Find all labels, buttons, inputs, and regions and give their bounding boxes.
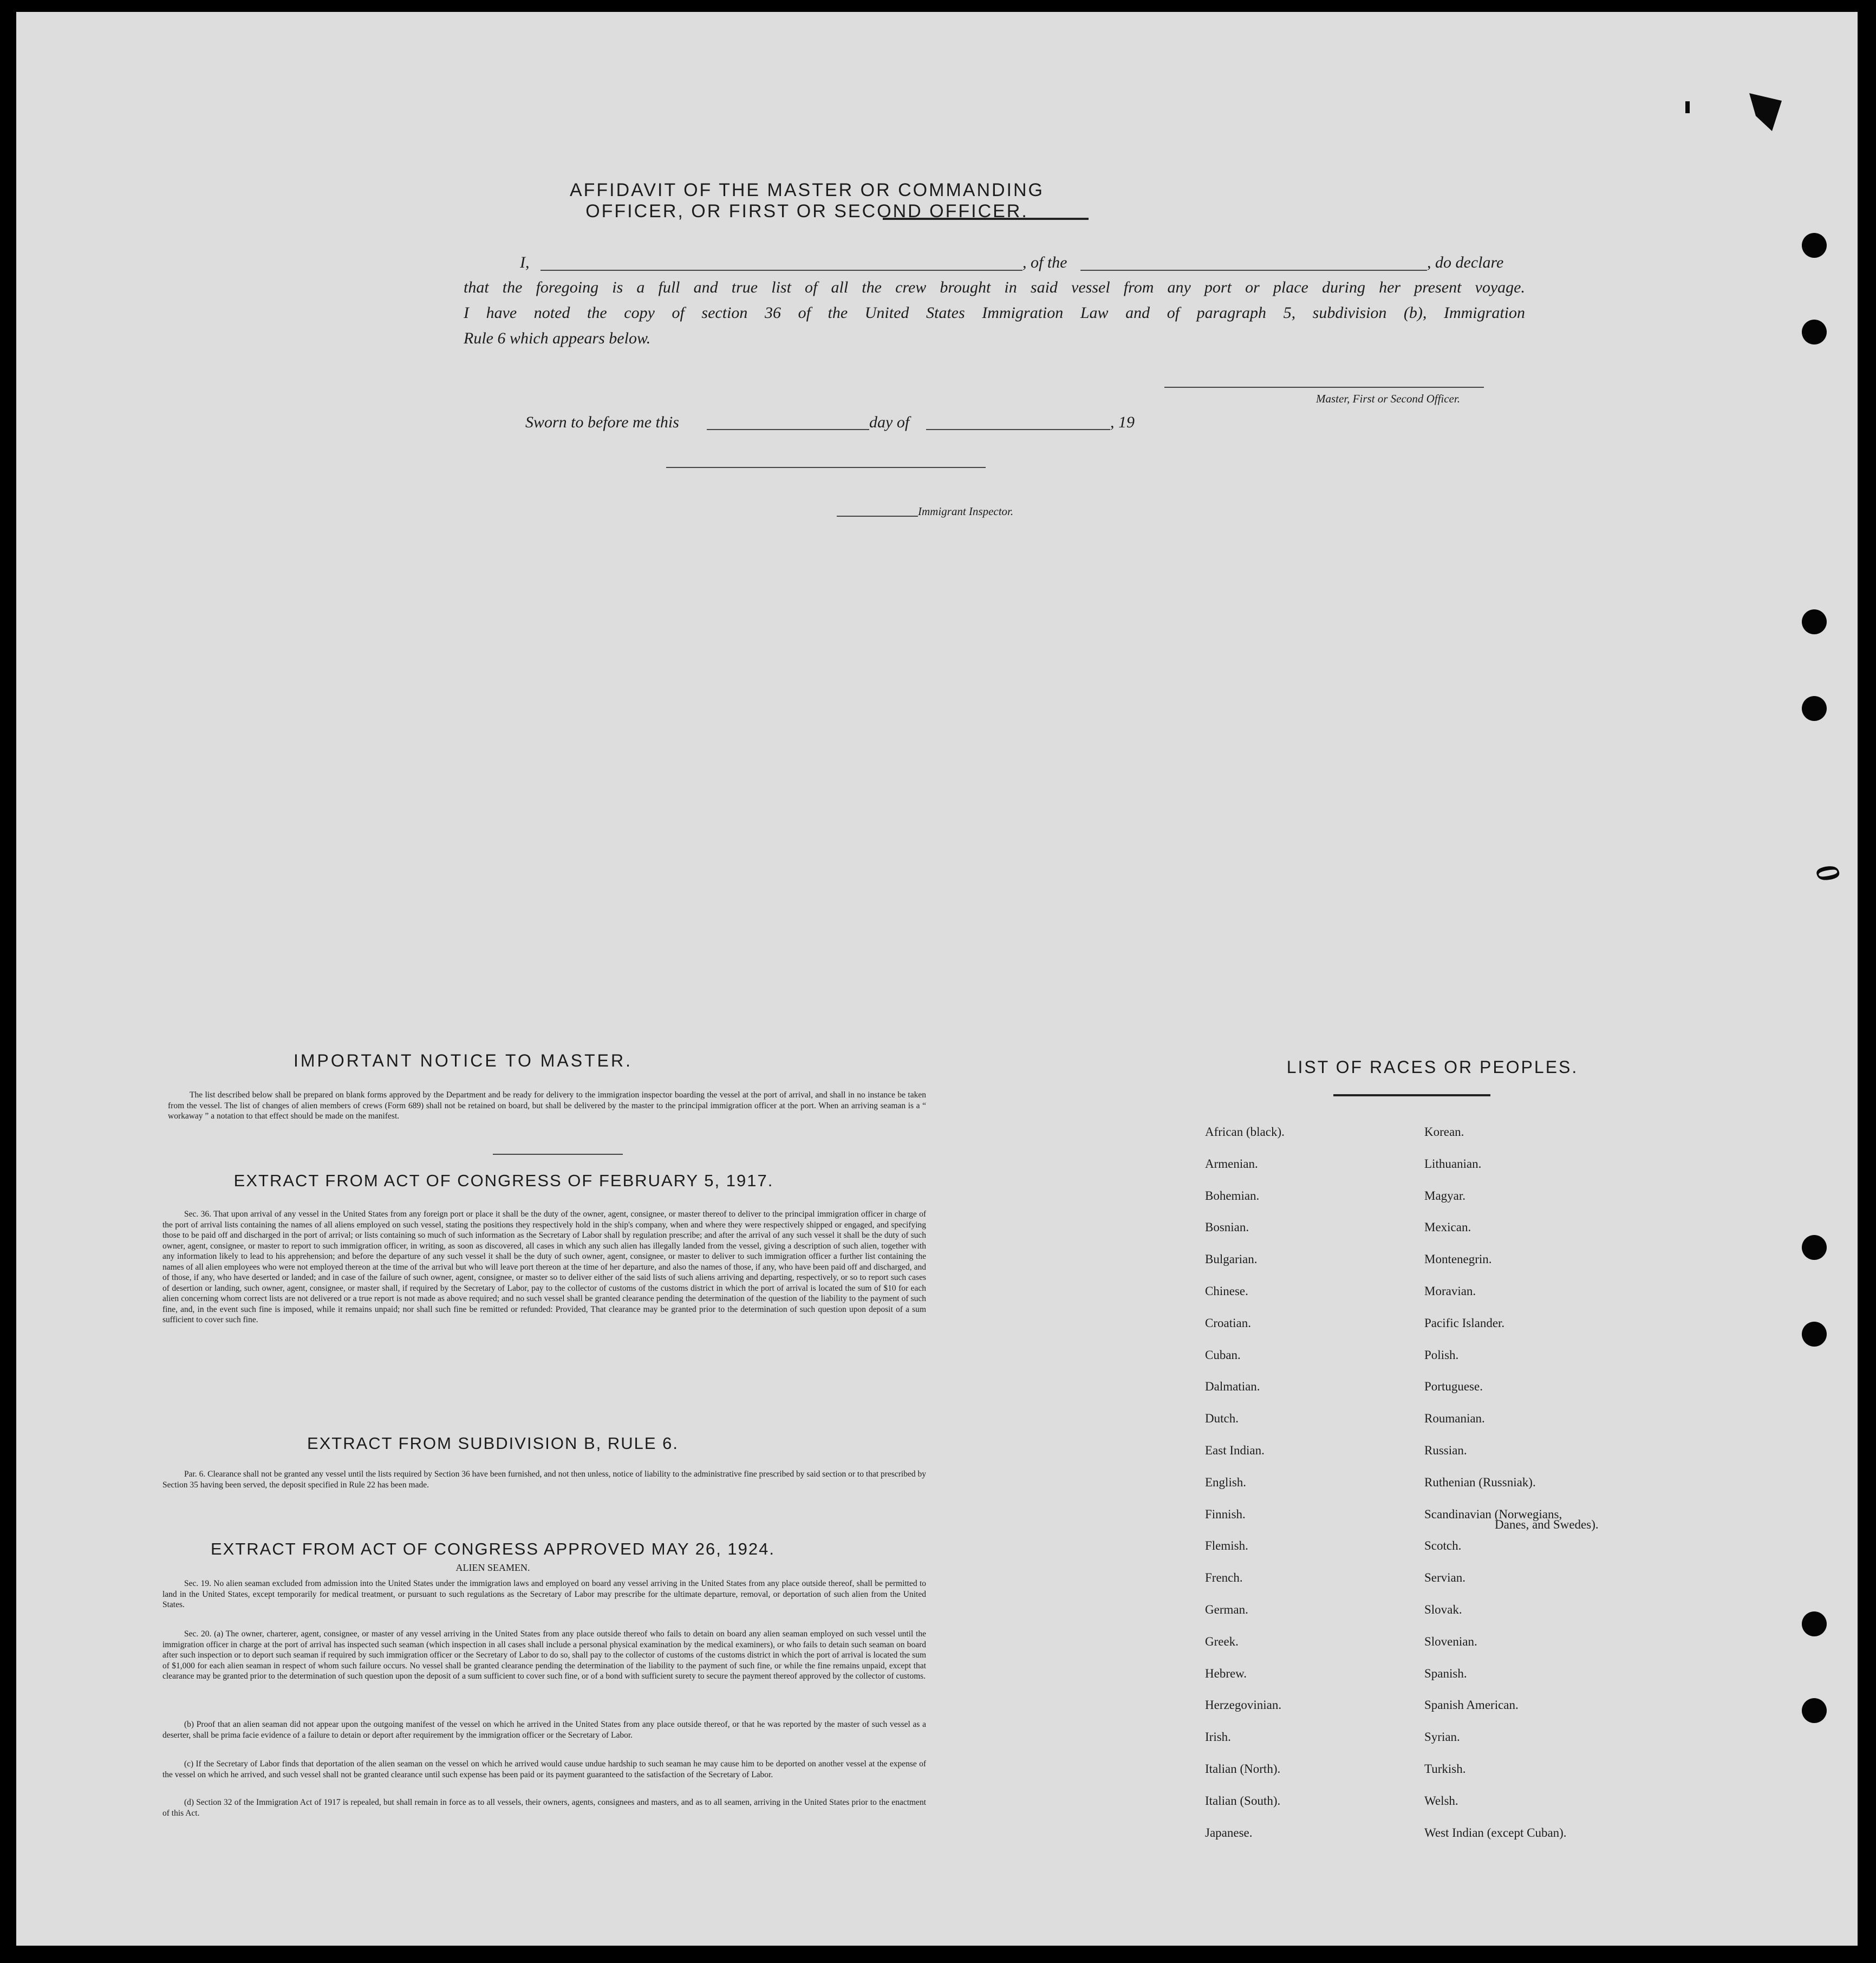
extract2-text: Par. 6. Clearance shall not be granted any vessel until the lists required by Section 36 have been furnished, and not then unless, notice of liability to the administrative fine prescribed by said section or to that prescribed by Section 35 having been served, the deposit specified in Rule 22 has been made. — [162, 1470, 926, 1490]
race-right-item: Turkish. — [1424, 1762, 1466, 1776]
handwritten-mark: 0 — [1808, 859, 1848, 887]
race-left-item: Herzegovinian. — [1205, 1698, 1282, 1712]
race-right-item: Montenegrin. — [1424, 1252, 1492, 1266]
sec20b-text: (b) Proof that an alien seaman did not appear upon the outgoing manifest of the vessel on which he arrived in the United States from any place outside thereof, or that he was reported by the master of such vessel as a deserter, shall be prima facie evidence of a failure to detain or deport after requirement by the immigration officer or the Secretary of Labor. — [162, 1720, 926, 1740]
race-left-item: Bosnian. — [1205, 1220, 1249, 1234]
extract1-title: EXTRACT FROM ACT OF CONGRESS OF FEBRUARY 5, 1917. — [233, 1171, 774, 1190]
race-left-item: English. — [1205, 1476, 1247, 1489]
binder-hole — [1802, 1698, 1827, 1723]
master-signature-line — [1164, 387, 1484, 388]
extract3-subtitle: ALIEN SEAMEN. — [455, 1562, 530, 1573]
race-right-item: Roumanian. — [1424, 1412, 1485, 1425]
notice-divider — [493, 1154, 623, 1155]
sec20a-text: Sec. 20. (a) The owner, charterer, agent, consignee, or master of any vessel arriving in the United States from any place outside thereof who fails to detain on board any alien seaman employed on such vessel until the immigration officer in charge at the port of arrival has inspected such seaman (which inspection in all cases shall include a personal physical examination by the medical examiners), or who fails to detain such seaman on board after such inspection or to deport such seaman if required by such immigration officer or the Secretary of Labor to do so, shall pay to the collector of customs of the customs district in which the port of arrival is located the sum of $1,000 for each alien seaman in respect of whom such failure occurs. No vessel shall be granted clearance pending the determination of the liability to the payment of such fine, or while the fine remains unpaid, except that clearance may be granted prior to the determination of such question upon the deposit of a sum sufficient to cover such fine, or of a bond with sufficient surety to secure the payment thereof approved by the collector of customs. — [162, 1629, 926, 1681]
corner-tear-mark — [1749, 93, 1782, 131]
affidavit-line1-of-the: , of the — [1022, 253, 1067, 271]
document-page — [16, 12, 1858, 1946]
sec19-text: Sec. 19. No alien seaman excluded from admission into the United States under the immigration laws and employed on board any vessel arriving in the United States from any place outside thereof, shall be permitted to land in the United States, except temporarily for medical treatment, or pursuant to such regulations as the Secretary of Labor may prescribe for the ultimate departure, removal, or deportation of such alien from the United States. — [162, 1579, 926, 1609]
race-right-item: Mexican. — [1424, 1220, 1471, 1234]
race-left-item: Dalmatian. — [1205, 1380, 1260, 1393]
race-left-item: Croatian. — [1205, 1316, 1251, 1330]
race-right-item: Moravian. — [1424, 1284, 1476, 1298]
race-right-item: Slovenian. — [1424, 1635, 1477, 1648]
affidavit-line4: Rule 6 which appears below. — [464, 329, 651, 347]
affidavit-line2: that the foregoing is a full and true list of all the crew brought in said vessel from any port or place during her present voyage. — [464, 278, 1525, 296]
race-left-item: Armenian. — [1205, 1157, 1258, 1171]
race-right-item: Scandinavian (Norwegians, — [1424, 1507, 1562, 1521]
races-title: LIST OF RACES OR PEOPLES. — [1286, 1057, 1579, 1077]
inspector-blank — [837, 516, 918, 517]
race-left-item: Irish. — [1205, 1730, 1231, 1744]
race-left-item: Italian (South). — [1205, 1794, 1281, 1808]
race-left-item: Finnish. — [1205, 1507, 1246, 1521]
race-right-item: Slovak. — [1424, 1603, 1462, 1616]
binder-hole — [1802, 233, 1827, 258]
sec20d-text: (d) Section 32 of the Immigration Act of 1917 is repealed, but shall remain in force as to all vessels, their owners, agents, consignees and masters, and as to all seamen, arriving in the United States prior to the enactment of this Act. — [162, 1798, 926, 1818]
sec20c-text: (c) If the Secretary of Labor finds that deportation of the alien seaman on the vessel on which he arrived would cause undue hardship to such seaman he may cause him to be deported on another vessel at the expense of the vessel on which he arrived, and such vessel shall not be granted clearance until such expense has been paid or its payment guaranteed to the satisfaction of the Secretary of Labor. — [162, 1759, 926, 1779]
notice-intro: The list described below shall be prepared on blank forms approved by the Department and be ready for delivery to the immigration inspector boarding the vessel at the port of arrival, and shall in no instance be taken from the vessel. The list of changes of alien members of crews (Form 689) shall not be retained on board, but shall be delivered by the master to the principal immigration officer at the port. When an arriving seaman is a “ workaway ” a notation to that effect should be made on the manifest. — [168, 1090, 926, 1121]
race-right-item: Korean. — [1424, 1125, 1464, 1139]
binder-hole — [1802, 320, 1827, 344]
binder-hole — [1802, 1611, 1827, 1636]
extract1-text: Sec. 36. That upon arrival of any vessel in the United States from any foreign port or place it shall be the duty of the owner, agent, consignee, or master thereof to deliver to the principal immigration officer in charge of the port of arrival lists containing the names of all aliens employed on such vessel, stating the positions they respectively hold in the ship's company, when and where they were respectively shipped or engaged, and specifying those to be paid off and discharged in the port of arrival; or lists containing so much of such information as the Secretary of Labor shall by regulation prescribe; and after the arrival of any such vessel it shall be the duty of such owner, agent, consignee, or master to report to such immigration officer, in writing, as soon as discovered, all cases in which any such alien has illegally landed from the vessel, giving a description of such alien, together with any information likely to lead to his apprehension; and before the departure of any such vessel it shall be the duty of such owner, agent, consignee, or master to deliver to such immigration officer a further list containing the names of all alien employees who were not employed thereon at the time of the arrival but who will leave port thereon at the time of her departure, and also the names of those, if any, who have been paid off and discharged, and of those, if any, who have deserted or landed; and in case of the failure of such owner, agent, consignee, or master so to deliver either of the said lists of such aliens arriving and departing, respectively, or so to report such cases of desertion or landing, such owner, agent, consignee, or master shall, if required by the Secretary of Labor, pay to the collector of customs of the customs district in which the port of arrival is located the sum of $10 for each alien concerning whom correct lists are not delivered or a true report is not made as above required; and no such vessel shall be granted clearance pending the determination of the question of the liability to the payment of such fine, and, in the event such fine is imposed, while it remains unpaid; nor shall such fine be remitted or refunded: Provided, That clearance may be granted prior to the determination of such question upon deposit of a sum sufficient to cover such fine. — [162, 1210, 926, 1324]
master-label: Master, First or Second Officer. — [1316, 392, 1460, 405]
vessel-blank — [1080, 270, 1427, 271]
inspector-signature-line — [666, 467, 986, 468]
race-right-item: Syrian. — [1424, 1730, 1460, 1744]
race-left-item: Dutch. — [1205, 1412, 1239, 1425]
race-right-item: Scotch. — [1424, 1539, 1462, 1552]
race-left-item: Japanese. — [1205, 1826, 1253, 1839]
name-blank — [540, 270, 1022, 271]
race-right-item: Spanish American. — [1424, 1698, 1519, 1712]
sworn-prefix: Sworn to before me this — [525, 413, 679, 431]
affidavit-line1-i: I, — [520, 253, 530, 271]
notice-title: IMPORTANT NOTICE TO MASTER. — [294, 1051, 633, 1070]
extract3-title: EXTRACT FROM ACT OF CONGRESS APPROVED MAY 26, 1924. — [210, 1539, 776, 1558]
extract2-title: EXTRACT FROM SUBDIVISION B, RULE 6. — [307, 1434, 679, 1453]
race-right-item: Russian. — [1424, 1444, 1467, 1457]
race-right-item: Spanish. — [1424, 1667, 1467, 1680]
race-left-item: Bulgarian. — [1205, 1252, 1258, 1266]
sworn-day: day of — [869, 413, 910, 431]
race-right-item: Ruthenian (Russniak). — [1424, 1476, 1536, 1489]
race-right-item: Servian. — [1424, 1571, 1466, 1584]
race-left-item: Flemish. — [1205, 1539, 1248, 1552]
race-right-item: Magyar. — [1424, 1189, 1466, 1202]
ink-speck — [1685, 101, 1690, 113]
race-scandinavian-continued: Danes, and Swedes). — [1495, 1518, 1599, 1531]
race-left-item: Chinese. — [1205, 1284, 1248, 1298]
race-right-item: Lithuanian. — [1424, 1157, 1482, 1171]
sworn-day-blank — [707, 429, 869, 430]
race-right-item: Portuguese. — [1424, 1380, 1483, 1393]
binder-hole — [1802, 609, 1827, 634]
inspector-label: Immigrant Inspector. — [918, 505, 1014, 518]
race-left-item: Greek. — [1205, 1635, 1239, 1648]
race-right-item: Welsh. — [1424, 1794, 1458, 1808]
affidavit-line3: I have noted the copy of section 36 of the United States Immigration Law and of paragraph 5, subdivision (b), Immigration — [464, 304, 1525, 322]
affidavit-line1-declare: , do declare — [1427, 253, 1504, 271]
race-left-item: East Indian. — [1205, 1444, 1265, 1457]
race-left-item: Bohemian. — [1205, 1189, 1260, 1202]
race-right-item: Pacific Islander. — [1424, 1316, 1505, 1330]
binder-hole — [1802, 696, 1827, 721]
race-left-item: Italian (North). — [1205, 1762, 1281, 1776]
race-left-item: Hebrew. — [1205, 1667, 1247, 1680]
race-left-item: Cuban. — [1205, 1348, 1241, 1362]
race-right-item: Polish. — [1424, 1348, 1459, 1362]
races-underline — [1333, 1094, 1490, 1096]
binder-hole — [1802, 1235, 1827, 1260]
race-right-item: West Indian (except Cuban). — [1424, 1826, 1567, 1839]
affidavit-title: AFFIDAVIT OF THE MASTER OR COMMANDING OFFICER, OR FIRST OR SECOND OFFICER. — [569, 180, 1045, 222]
race-left-item: German. — [1205, 1603, 1248, 1616]
title-underline — [883, 218, 1089, 220]
sworn-month-blank — [926, 429, 1110, 430]
sworn-year: , 19 — [1110, 413, 1135, 431]
race-left-item: French. — [1205, 1571, 1243, 1584]
binder-hole — [1802, 1322, 1827, 1347]
race-left-item: African (black). — [1205, 1125, 1285, 1139]
